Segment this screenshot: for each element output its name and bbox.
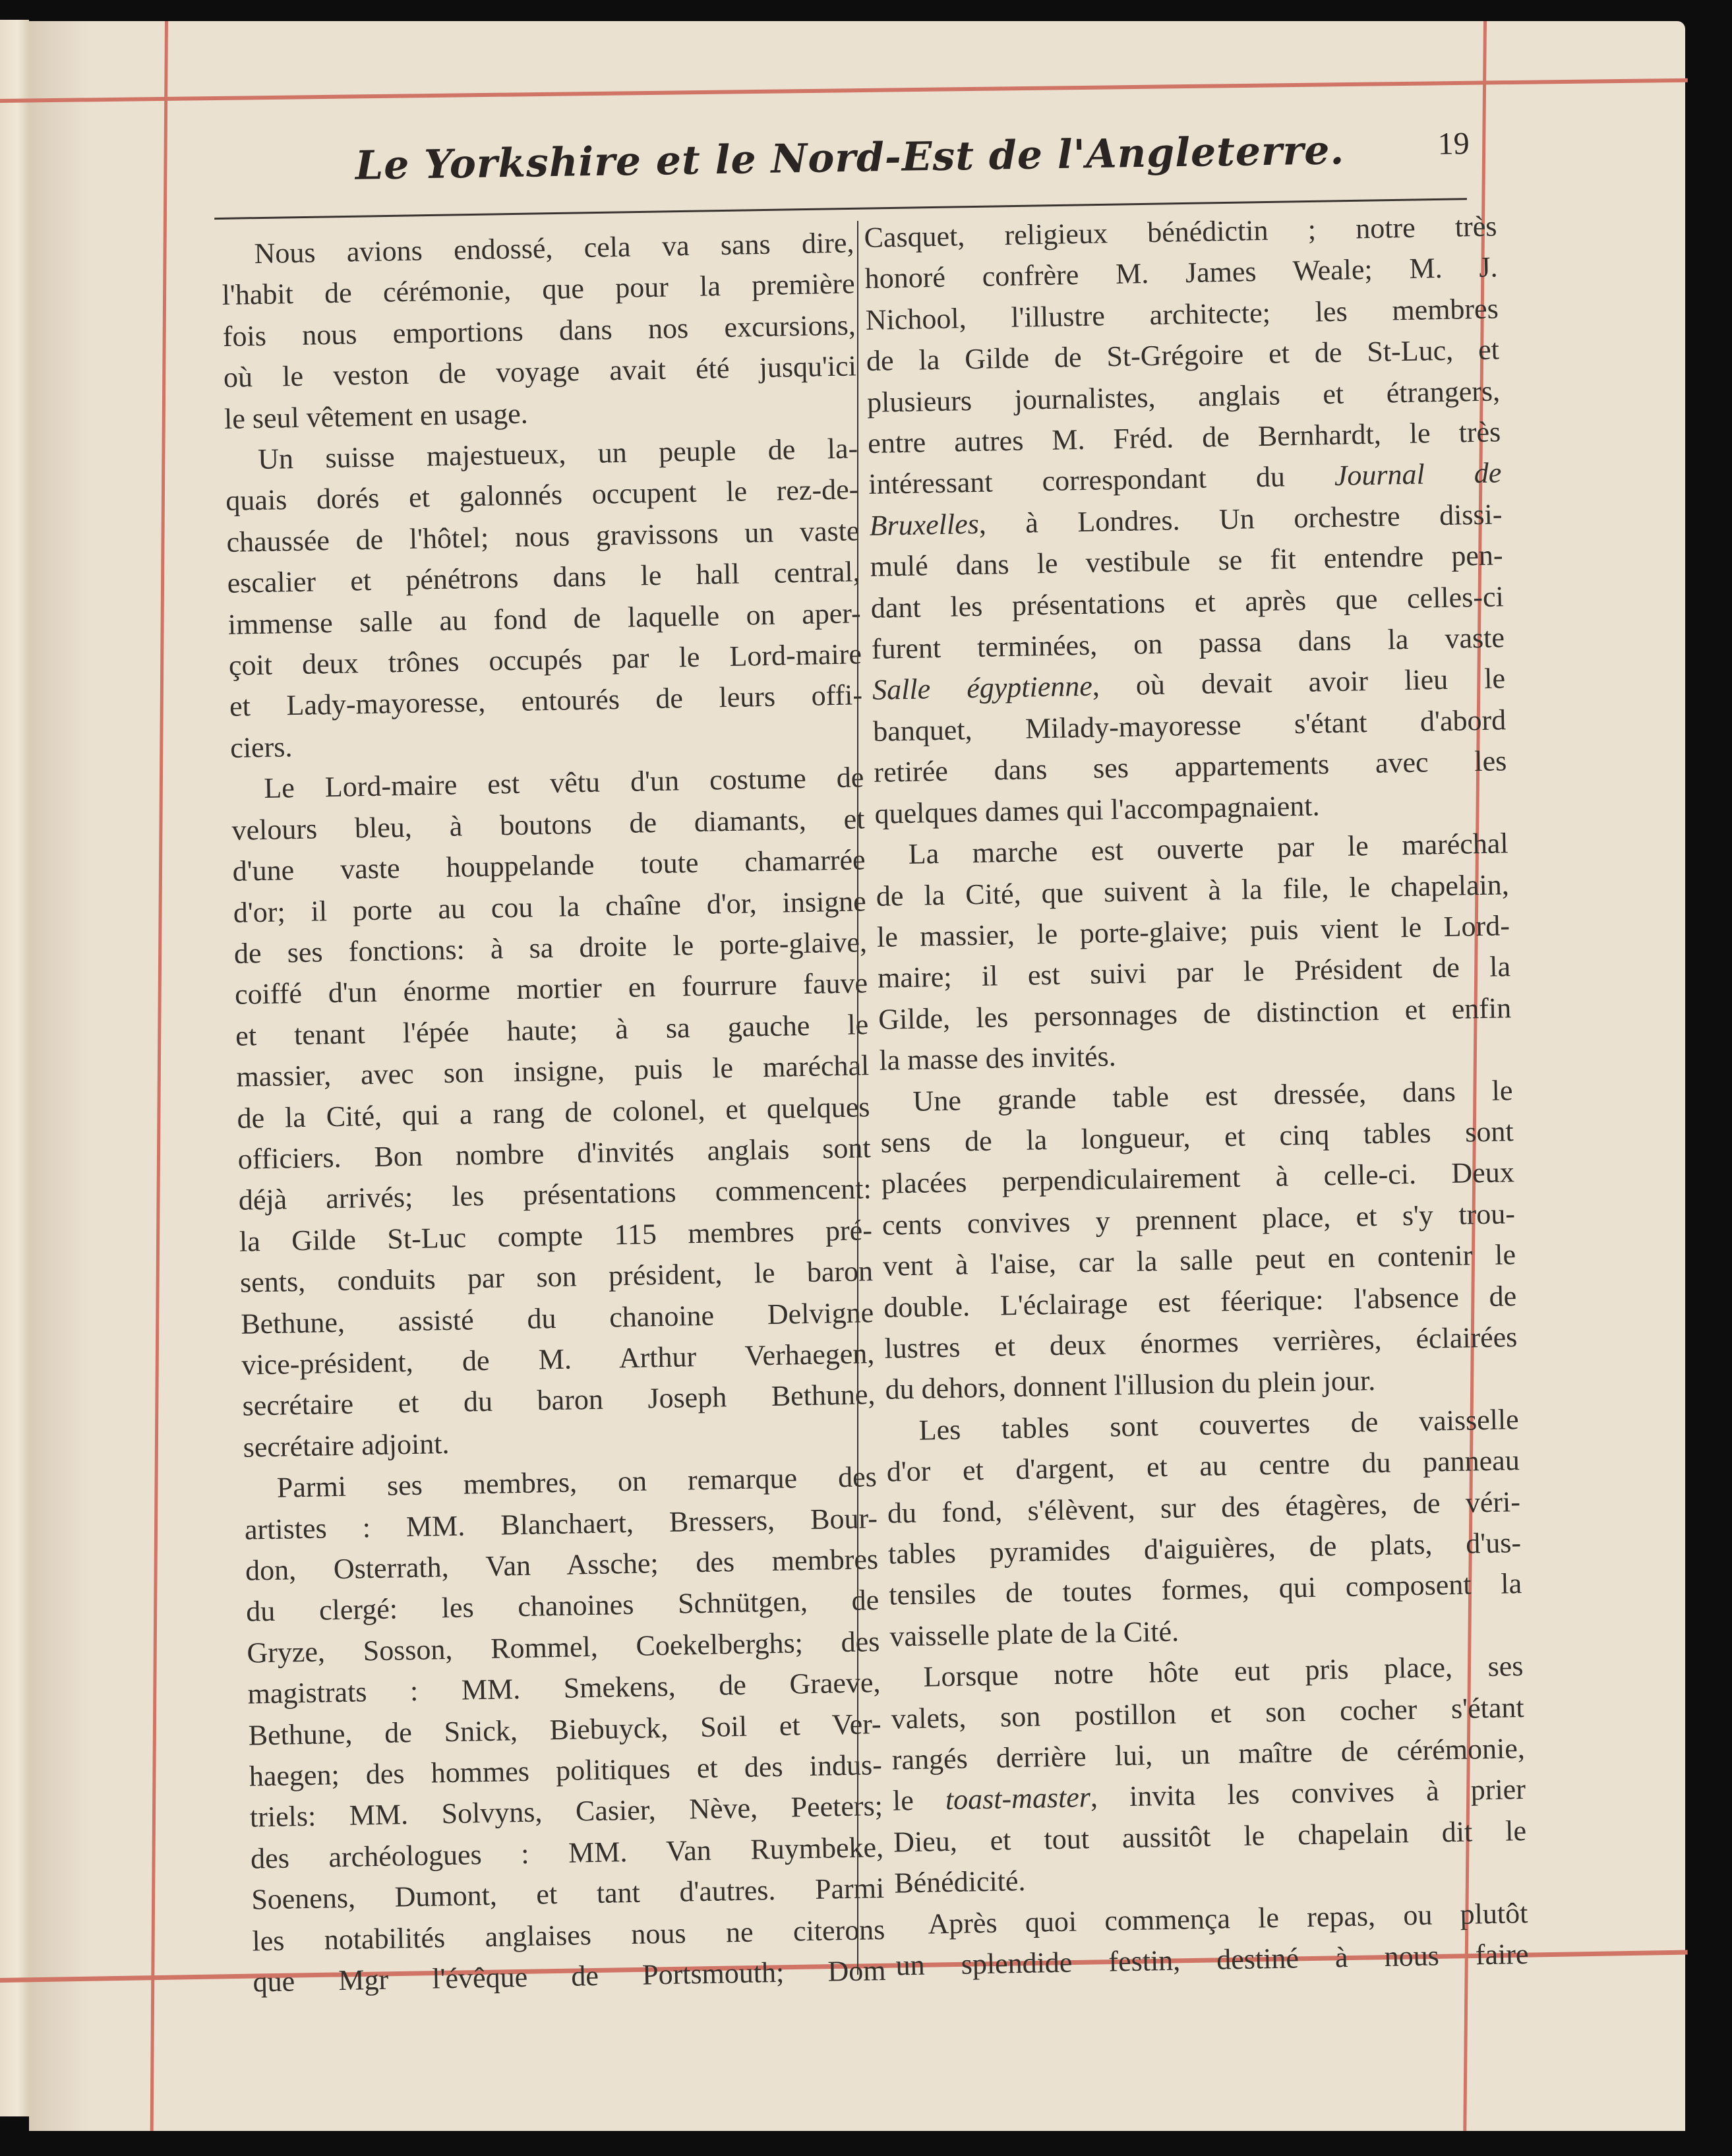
text-line: triels: MM. Solvyns, Casier, Nève, Peeters; xyxy=(249,1789,883,1834)
text-line: Le Lord-maire est vêtu d'un costume de xyxy=(263,761,864,805)
text-line: tensiles de toutes formes, qui composent la xyxy=(888,1567,1522,1612)
italic-title: Journal de xyxy=(1334,456,1502,493)
text-line: immense salle au fond de laquelle on aper- xyxy=(227,596,862,641)
text-line: vice-président, de M. Arthur Verhaegen, xyxy=(241,1337,875,1381)
running-title: Le Yorkshire et le Nord-Est de l'Angleterre. xyxy=(355,127,1345,189)
text-line: Bethune, de Snick, Biebuyck, Soil et Ver- xyxy=(248,1707,882,1752)
text-line: vent à l'aise, car la salle peut en contenir le xyxy=(882,1238,1516,1282)
text-line: fois nous emportions dans nos excursions, xyxy=(222,309,856,353)
text-line: çoit deux trônes occupés par le Lord-maire xyxy=(228,638,862,682)
text-line: de ses fonctions: à sa droite le porte-glaive, xyxy=(233,926,868,970)
text-line: Casquet, religieux bénédictin ; notre très xyxy=(864,210,1497,254)
text-line: les notabilités anglaises nous ne citerons xyxy=(251,1913,885,1958)
text-line: chaussée de l'hôtel; nous gravissons un vaste xyxy=(226,514,860,558)
text-column-right xyxy=(864,206,1529,1987)
text-line: rangés derrière lui, un maître de cérémonie, xyxy=(891,1732,1526,1776)
text-line: mulé dans le vestibule se fit entendre pen- xyxy=(870,539,1503,584)
text-line: Salle égyptienne, où devait avoir lieu le xyxy=(872,662,1506,707)
text-line: velours bleu, à boutons de diamants, et xyxy=(231,802,865,847)
text-line: Gilde, les personnages de distinction et enfin xyxy=(878,991,1512,1036)
text-line: banquet, Milady-mayoresse s'étant d'abord xyxy=(872,704,1507,748)
text-line: double. L'éclairage est féerique: l'absence de xyxy=(883,1279,1517,1324)
text-line: quais dorés et galonnés occupent le rez-de- xyxy=(225,473,859,518)
text-line: secrétaire et du baron Joseph Bethune, xyxy=(242,1378,876,1423)
text-line: d'or et d'argent, et au centre du panneau xyxy=(886,1444,1520,1488)
text-line: plusieurs journalistes, anglais et étrangers, xyxy=(866,374,1501,419)
text-line: dant les présentations et après que celles-ci xyxy=(870,580,1505,624)
text-line: honoré confrère M. James Weale; M. J. xyxy=(864,251,1498,295)
text-line: sents, conduits par son président, le baron xyxy=(239,1255,874,1299)
text-line: Nichool, l'illustre architecte; les membres xyxy=(865,292,1499,336)
text-column-left xyxy=(221,222,886,2003)
text-line: haegen; des hommes politiques et des indus- xyxy=(249,1749,883,1793)
text-line: magistrats : MM. Smekens, de Graeve, xyxy=(247,1666,881,1710)
page-number: 19 xyxy=(1437,126,1470,162)
text-line: Nous avions endossé, cela va sans dire, xyxy=(254,226,854,270)
text-line: un splendide festin, destiné à nous faire xyxy=(895,1938,1529,1982)
text-line: lustres et deux énormes verrières, éclairées xyxy=(883,1321,1518,1365)
text-line: massier, avec son insigne, puis le maréchal xyxy=(235,1049,870,1093)
text-line: du clergé: les chanoines Schnütgen, de xyxy=(245,1584,880,1629)
italic-title: Bruxelles xyxy=(869,507,980,542)
text-line: tables pyramides d'aiguières, de plats, d'us- xyxy=(887,1526,1522,1571)
text-line: du dehors, donnent l'illusion du plein jour. xyxy=(885,1364,1376,1406)
text-line: retirée dans ses appartements avec les xyxy=(873,744,1507,789)
text-line: la Gilde St-Luc compte 115 membres pré- xyxy=(239,1213,873,1258)
text-line: Dieu, et tout aussitôt le chapelain dit le xyxy=(893,1814,1527,1859)
text-line: et Lady-mayoresse, entourés de leurs offi- xyxy=(229,678,863,723)
text-line: Après quoi commença le repas, ou plutôt xyxy=(927,1896,1528,1940)
text-line: cents convives y prennent place, et s'y trou- xyxy=(881,1197,1516,1242)
text-line: escalier et pénétrons dans le hall central, xyxy=(227,555,860,600)
text-line: le massier, le porte-glaive; puis vient le Lord- xyxy=(876,909,1510,953)
text-line: des archéologues : MM. Van Ruymbeke, xyxy=(250,1830,884,1875)
text-line: secrétaire adjoint. xyxy=(243,1427,450,1464)
text-line: intéressant correspondant du Journal de xyxy=(868,456,1502,501)
text-line: d'une vaste houppelande toute chamarrée xyxy=(232,843,866,887)
text-line: La marche est ouverte par le maréchal xyxy=(908,827,1509,871)
text-line: Soenens, Dumont, et tant d'autres. Parmi xyxy=(251,1872,885,1916)
text-line: placées perpendiculairement à celle-ci. Deux xyxy=(881,1156,1515,1201)
text-line: furent terminées, on passa dans la vaste xyxy=(871,621,1505,665)
text-line: Bethune, assisté du chanoine Delvigne xyxy=(240,1296,874,1340)
italic-term: toast-master xyxy=(945,1781,1091,1816)
text-line: valets, son postillon et son cocher s'étant xyxy=(891,1691,1525,1735)
text-line: quelques dames qui l'accompagnaient. xyxy=(874,789,1320,830)
text-line: officiers. Bon nombre d'invités anglais sont xyxy=(237,1131,872,1176)
text-line: ciers. xyxy=(229,731,293,764)
italic-title: Salle égyptienne xyxy=(872,670,1093,707)
book-spine-edge xyxy=(0,20,29,2116)
text-line: Bénédicité. xyxy=(893,1865,1026,1900)
text-line: de la Cité, qui a rang de colonel, et quelques xyxy=(237,1090,870,1135)
text-line: l'habit de cérémonie, que pour la première xyxy=(222,267,855,312)
text-line: du fond, s'élèvent, sur des étagères, de véri- xyxy=(887,1485,1521,1530)
text-line: d'or; il porte au cou la chaîne d'or, insigne xyxy=(233,884,867,929)
text-line: Parmi ses membres, on remarque des xyxy=(276,1460,878,1504)
text-line: artistes : MM. Blanchaert, Bressers, Bour- xyxy=(244,1501,878,1546)
text-line: entre autres M. Fréd. de Bernhardt, le très xyxy=(867,415,1501,460)
gutter-shadow xyxy=(29,21,88,2131)
text-line: Lorsque notre hôte eut pris place, ses xyxy=(923,1650,1524,1693)
text-line: Les tables sont couvertes de vaisselle xyxy=(918,1402,1520,1447)
text-line: la masse des invités. xyxy=(878,1040,1117,1077)
text-line: le seul vêtement en usage. xyxy=(224,397,529,435)
text-line: de la Cité, que suivent à la file, le chapelain, xyxy=(876,868,1510,913)
text-line: don, Osterrath, Van Assche; des membres xyxy=(245,1543,879,1587)
text-line: de la Gilde de St-Grégoire et de St-Luc, et xyxy=(866,333,1500,378)
text-line: le toast-master, invita les convives à prier xyxy=(892,1773,1526,1818)
text-line: Une grande table est dressée, dans le xyxy=(912,1073,1513,1118)
text-line: déjà arrivés; les présentations commencent: xyxy=(238,1172,872,1217)
text-line: coiffé d'un énorme mortier en fourrure fauve xyxy=(234,967,868,1011)
text-line: où le veston de voyage avait été jusqu'ici xyxy=(223,349,857,394)
text-line: Gryze, Sosson, Rommel, Coekelberghs; des xyxy=(246,1625,880,1669)
text-line: que Mgr l'évêque de Portsmouth; Dom xyxy=(253,1954,886,1998)
text-line: maire; il est suivi par le Président de la xyxy=(877,950,1511,995)
text-line: vaisselle plate de la Cité. xyxy=(889,1615,1180,1653)
text-line: et tenant l'épée haute; à sa gauche le xyxy=(235,1007,869,1052)
text-line: sens de la longueur, et cinq tables sont xyxy=(880,1115,1514,1159)
text-line: Un suisse majestueux, un peuple de la- xyxy=(257,432,858,476)
text-line: Bruxelles, à Londres. Un orchestre dissi- xyxy=(869,498,1503,542)
